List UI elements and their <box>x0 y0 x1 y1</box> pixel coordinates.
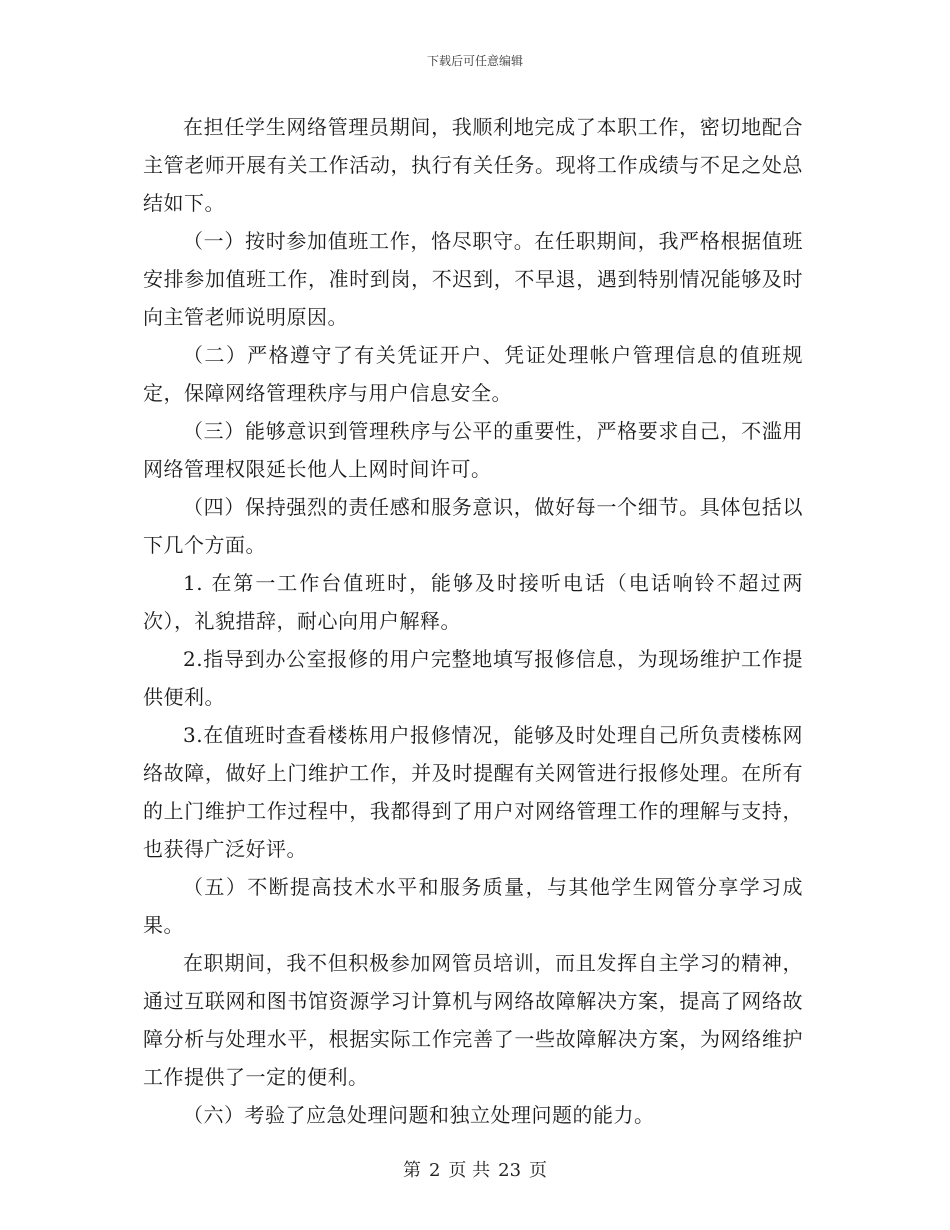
page-footer <box>0 1156 950 1182</box>
paragraph-item-3: 3.在值班时查看楼栋用户报修情况，能够及时处理自己所负责楼栋网络故障，做好上门维护工作，并及时提醒有关网管进行报修处理。在所有的上门维护工作过程中，我都得到了用户对网络管理工作的理解与支持，也获得广泛好评。 <box>143 723 803 861</box>
footer-page-number: 2 <box>428 1160 441 1181</box>
paragraph-section-4: （四）保持强烈的责任感和服务意识，做好每一个细节。具体包括以下几个方面。 <box>143 495 803 557</box>
paragraph-item-2: 2.指导到办公室报修的用户完整地填写报修信息，为现场维护工作提供便利。 <box>143 647 803 709</box>
footer-suffix: 页 <box>529 1160 548 1181</box>
paragraph-section-1: （一）按时参加值班工作，恪尽职守。在任职期间，我严格根据值班安排参加值班工作，准时到岗，不迟到，不早退，遇到特别情况能够及时向主管老师说明原因。 <box>143 229 803 329</box>
page-header: 下载后可任意编辑 <box>426 54 523 68</box>
footer-mid: 页 共 <box>448 1160 491 1181</box>
document-body <box>143 108 803 1134</box>
paragraph-section-6: （六）考验了应急处理问题和独立处理问题的能力。 <box>183 1103 655 1127</box>
paragraph-section-3: （三）能够意识到管理秩序与公平的重要性，严格要求自己，不滥用网络管理权限延长他人上网时间许可。 <box>143 419 803 481</box>
paragraph-study: 在职期间，我不但积极参加网管员培训，而且发挥自主学习的精神，通过互联网和图书馆资源学习计算机与网络故障解决方案，提高了网络故障分析与处理水平，根据实际工作完善了一些故障解决方案，为网络维护工作提供了一定的便利。 <box>143 951 803 1089</box>
footer-total-pages: 23 <box>498 1160 522 1181</box>
paragraph-section-2: （二）严格遵守了有关凭证开户、凭证处理帐户管理信息的值班规定，保障网络管理秩序与用户信息安全。 <box>143 343 803 405</box>
paragraph-section-5: （五）不断提高技术水平和服务质量，与其他学生网管分享学习成果。 <box>143 875 803 937</box>
paragraph-intro: 在担任学生网络管理员期间，我顺利地完成了本职工作，密切地配合主管老师开展有关工作活动，执行有关任务。现将工作成绩与不足之处总结如下。 <box>143 115 803 215</box>
paragraph-item-1: 1. 在第一工作台值班时，能够及时接听电话（电话响铃不超过两次），礼貌措辞，耐心向用户解释。 <box>143 571 803 633</box>
footer-prefix: 第 <box>402 1160 421 1181</box>
